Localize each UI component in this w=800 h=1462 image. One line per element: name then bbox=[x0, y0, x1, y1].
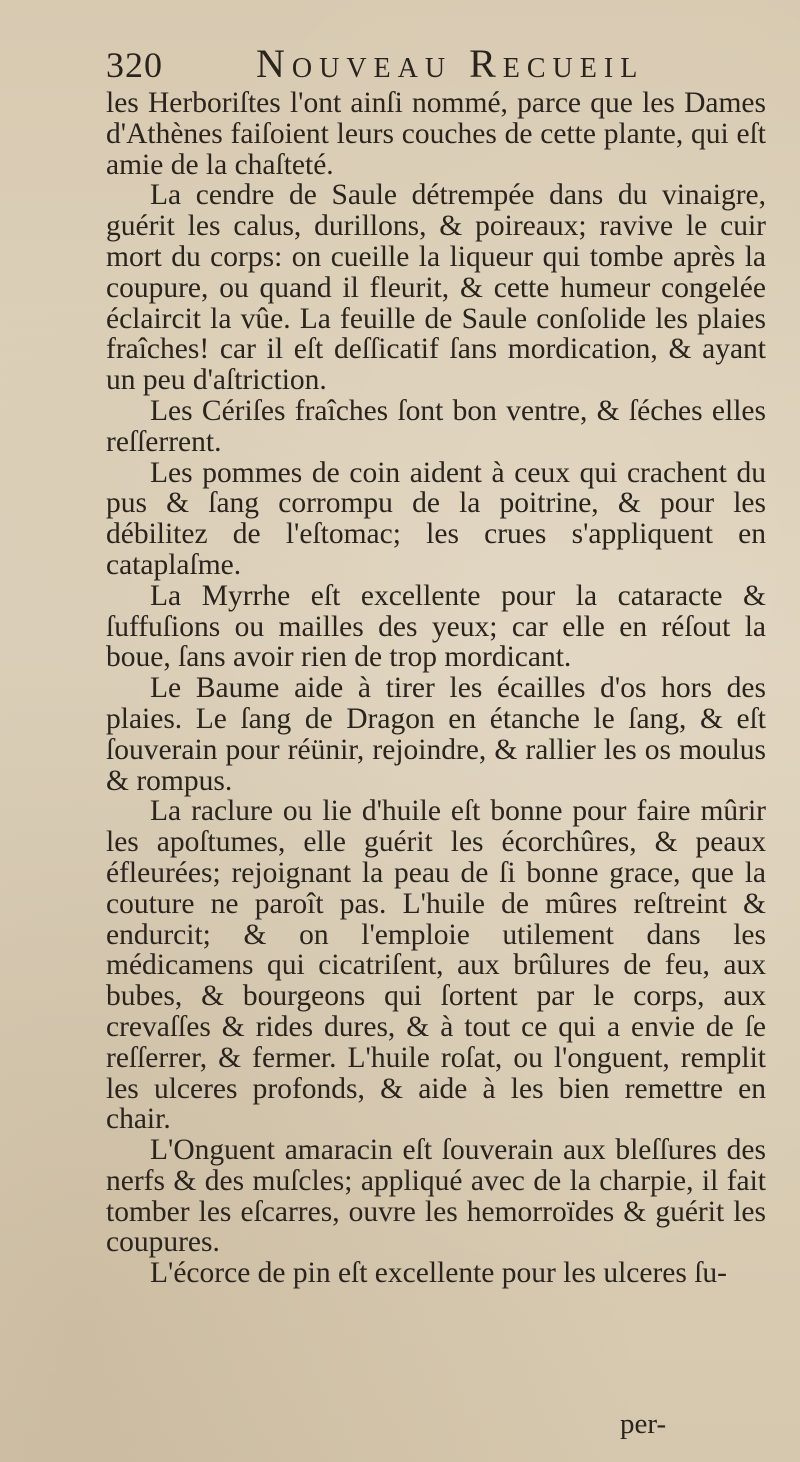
paragraph-raclure-huile: La raclure ou lie d'huile eſt bonne pour faire mûrir les apoſtumes, elle guérit les écorchûres, & peaux éfleurées; rejoignant la peau de ſi bonne grace, que la couture ne paroît pas. L'huile de mûres reſtreint & endurcit; & on l'emploie utilement dans les médicamens qui cicatriſent, aux brûlures de feu, aux bubes, & bourgeons qui ſortent par le corps, aux crevaſſes & rides dures, & à tout ce qui a envie de ſe reſſerrer, & fermer. L'huile roſat, ou l'onguent, remplit les ulceres profonds, & aide à les bien remettre en chair. bbox=[106, 795, 766, 1136]
paragraph-baume: Le Baume aide à tirer les écailles d'os hors des plaies. Le ſang de Dragon en étanche le ſang, & eſt ſouverain pour réünir, rejoindre, & rallier les os moulus & rompus. bbox=[106, 672, 766, 797]
running-title: Nouveau Recueil bbox=[256, 41, 645, 86]
catchword: per- bbox=[620, 1408, 667, 1440]
paragraph-cerises: Les Cériſes fraîches ſont bon ventre, & ſéches elles reſſerrent. bbox=[106, 394, 766, 458]
paragraph-pommes-de-coin: Les pommes de coin aident à ceux qui crachent du pus & ſang corrompu de la poitrine, & pour les débilitez de l'eſtomac; les crues s'appliquent en cataplaſme. bbox=[106, 456, 766, 581]
paragraph-ecorce-de-pin: L'écorce de pin eſt excellente pour les ulceres ſu- bbox=[150, 1257, 728, 1290]
paragraph-myrrhe: La Myrrhe eſt excellente pour la cataracte & ſuffuſions ou mailles des yeux; car elle en réſout la boue, ſans avoir rien de trop mordicant. bbox=[106, 579, 766, 674]
paragraph-saule: La cendre de Saule détrempée dans du vinaigre, guérit les calus, durillons, & poireaux; ravive le cuir mort du corps: on cueille la liqueur qui tombe après la coupure, ou quand il fleurit, & cette humeur congelée éclaircit la vûe. La feuille de Saule conſolide les plaies fraîches! car il eſt deſſicatif ſans mordication, & ayant un peu d'aſtriction. bbox=[106, 179, 766, 397]
running-head bbox=[106, 40, 726, 88]
paragraph-continuation: les Herboriſtes l'ont ainſi nommé, parce que les Dames d'Athènes faiſoient leurs couches de cette plante, qui eſt amie de la chaſteté. bbox=[106, 87, 766, 181]
body-text bbox=[106, 88, 766, 1289]
page-number: 320 bbox=[106, 45, 163, 85]
paragraph-onguent: L'Onguent amaracin eſt ſouverain aux bleſſures des nerfs & des muſcles; appliqué avec de la charpie, il fait tomber les eſcarres, ouvre les hemorroïdes & guérit les coupures. bbox=[106, 1134, 766, 1259]
